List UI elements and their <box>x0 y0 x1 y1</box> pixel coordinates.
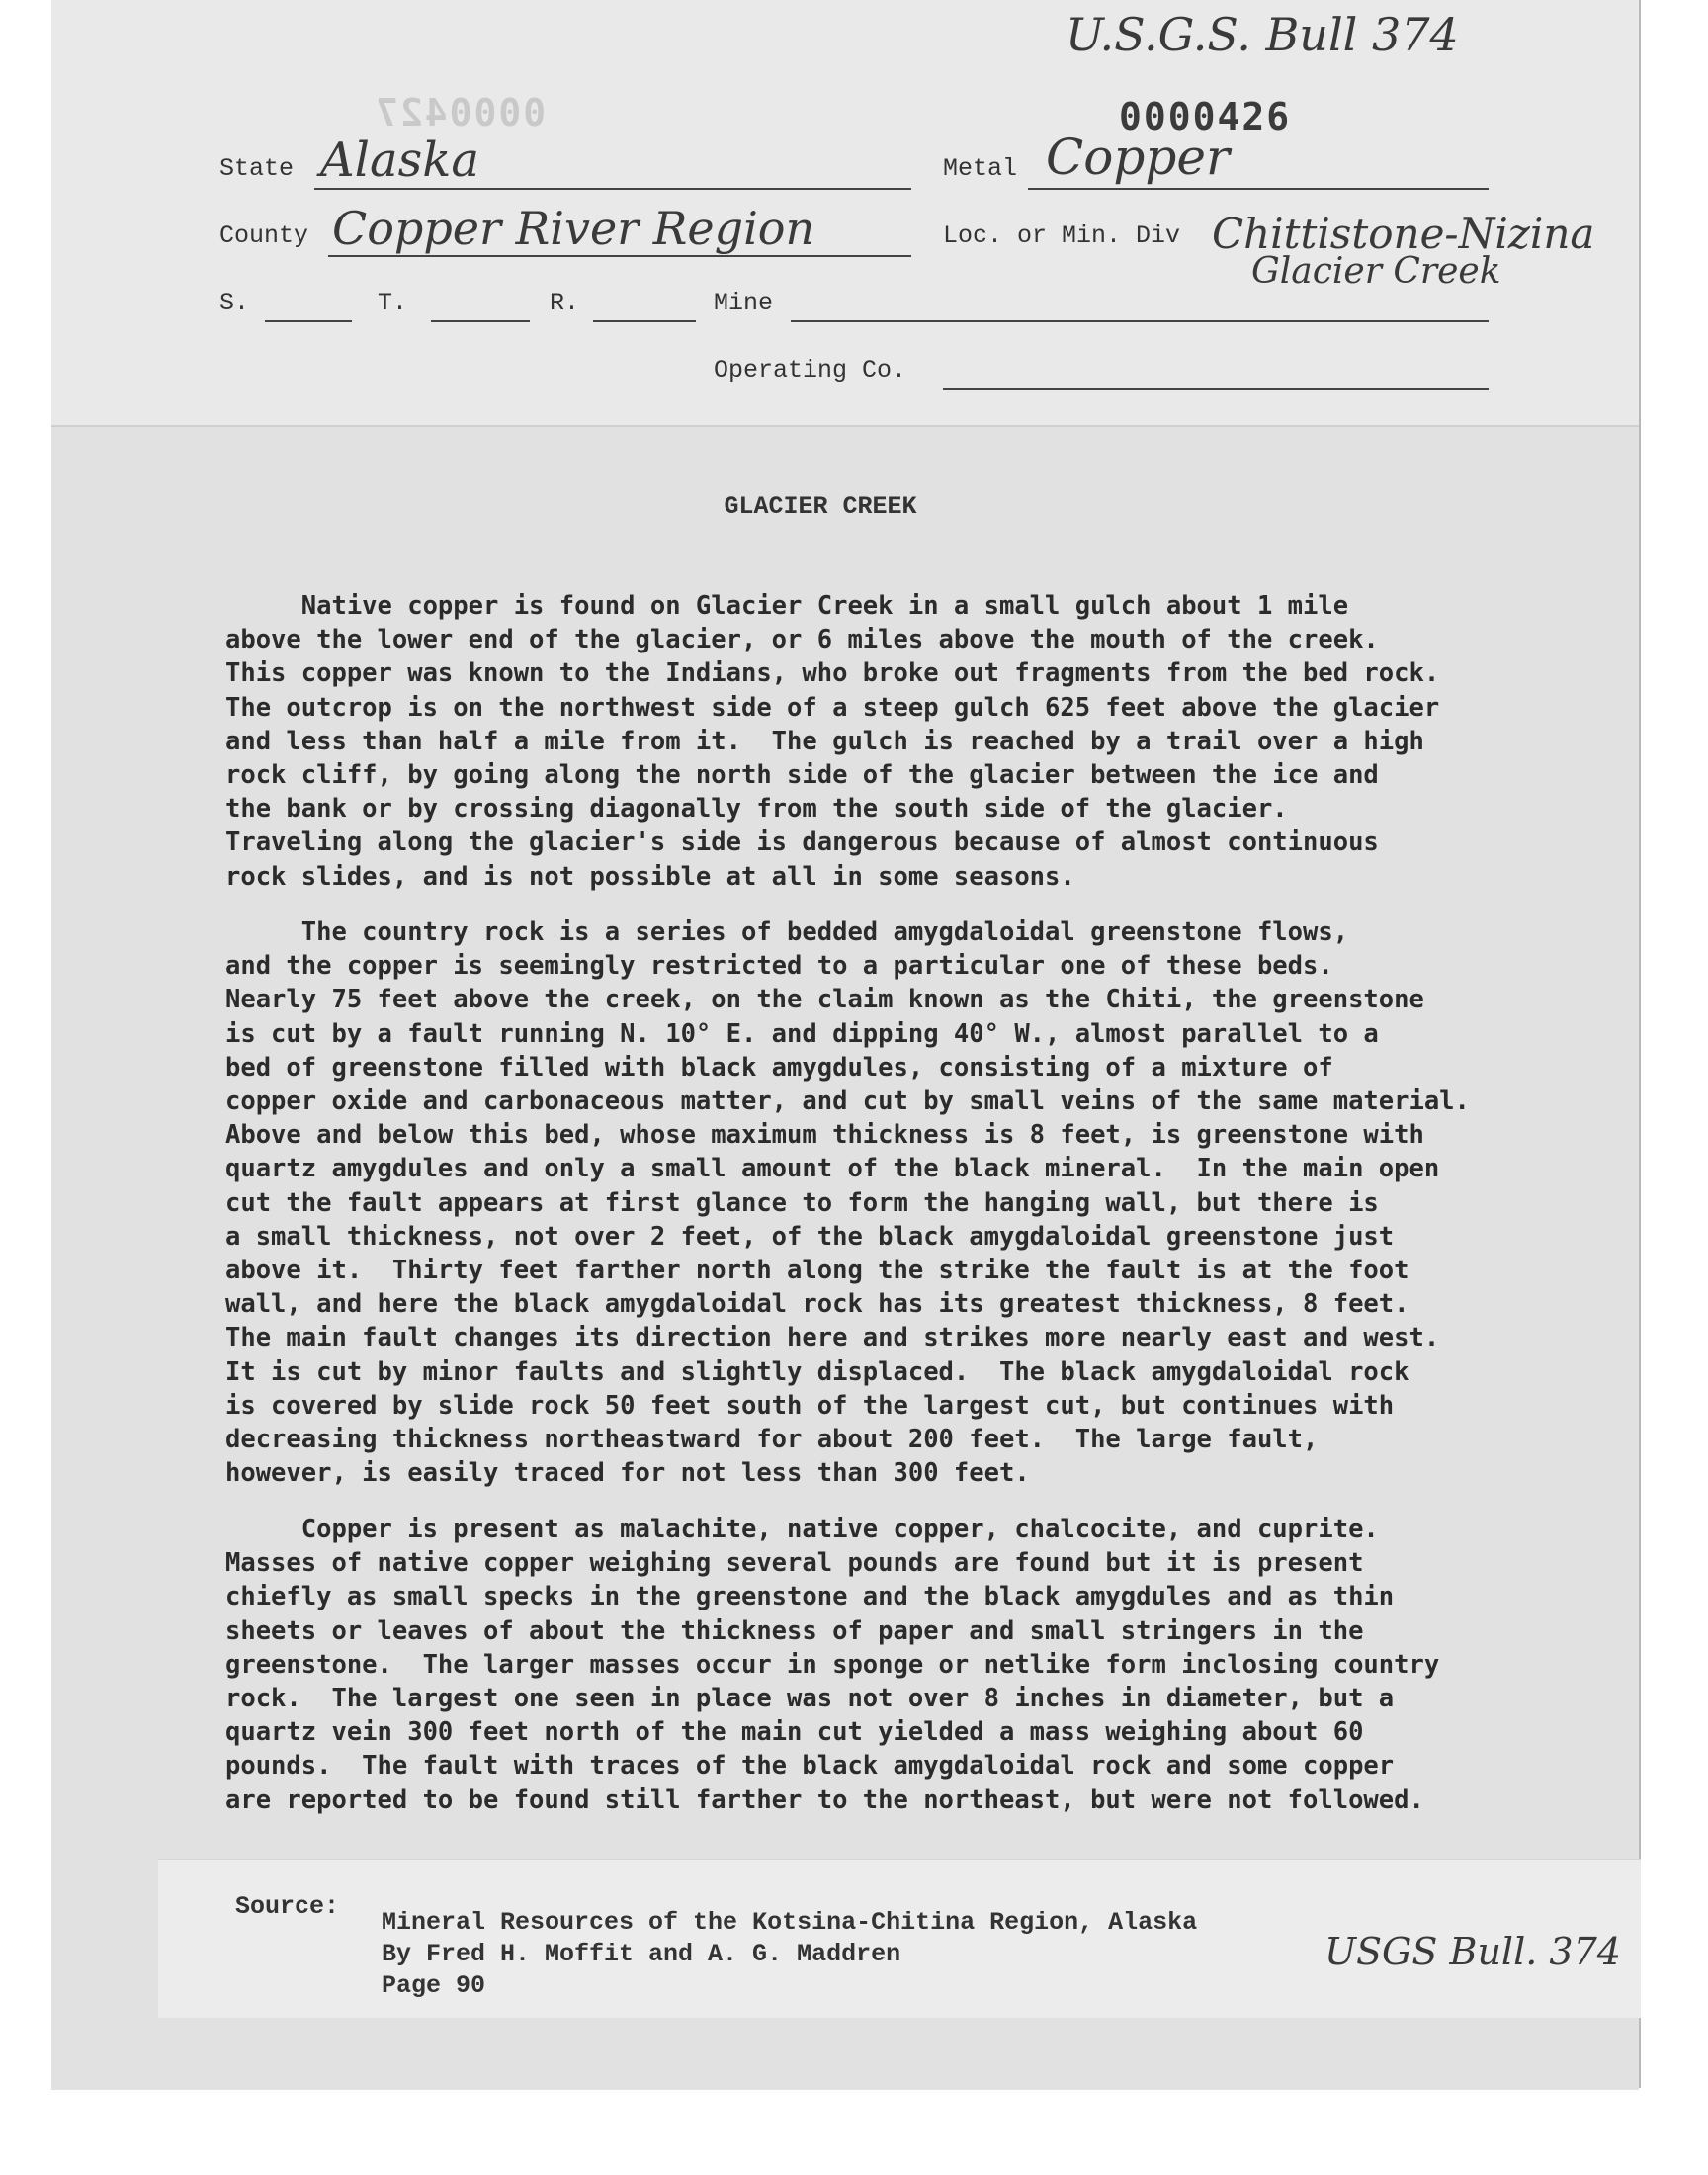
paragraph-line: The main fault changes its direction here and strikes more nearly east and west. <box>225 1323 1440 1353</box>
county-value: Copper River Region <box>332 202 815 255</box>
metal-value: Copper <box>1046 129 1230 186</box>
paragraph-line: pounds. The fault with traces of the black amygdaloidal rock and some copper <box>225 1751 1395 1782</box>
paragraph-line: cut the fault appears at first glance to form the hanging wall, but there is <box>225 1187 1379 1218</box>
paragraph-line: a small thickness, not over 2 feet, of the black amygdaloidal greenstone just <box>225 1221 1395 1252</box>
section-rule <box>265 320 352 322</box>
loc-label: Loc. or Min. Div <box>943 221 1181 250</box>
paragraph-line: above the lower end of the glacier, or 6 miles above the mouth of the creek. <box>225 625 1379 655</box>
paragraph-line: wall, and here the black amygdaloidal rock has its greatest thickness, 8 feet. <box>225 1289 1409 1320</box>
paragraph-line: The country rock is a series of bedded amygdaloidal greenstone flows, <box>225 917 1349 947</box>
source-page: Page 90 <box>382 1971 486 2000</box>
section-title: GLACIER CREEK <box>724 492 917 521</box>
source-label: Source: <box>235 1892 340 1921</box>
paragraph-line: Above and below this bed, whose maximum thickness is 8 feet, is greenstone with <box>225 1120 1424 1151</box>
paragraph-line: is covered by slide rock 50 feet south of the largest cut, but continues with <box>225 1390 1395 1421</box>
paragraph-line: Nearly 75 feet above the creek, on the claim known as the Chiti, the greenstone <box>225 985 1424 1015</box>
range-rule <box>593 320 696 322</box>
mine-rule <box>791 320 1489 322</box>
paragraph-line: quartz vein 300 feet north of the main cut yielded a mass weighing about 60 <box>225 1717 1364 1748</box>
operating-co-label: Operating Co. <box>714 356 907 385</box>
paragraph-line: rock cliff, by going along the north side of the glacier between the ice and <box>225 760 1379 791</box>
top-handwritten-note: U.S.G.S. Bull 374 <box>1066 8 1459 61</box>
source-handwritten-note: USGS Bull. 374 <box>1324 1930 1621 1973</box>
state-rule <box>314 188 911 190</box>
loc-value-line2: Glacier Creek <box>1251 251 1501 292</box>
section-label: S. <box>219 289 250 317</box>
paragraph-line: and less than half a mile from it. The gulch is reached by a trail over a high <box>225 726 1424 756</box>
paragraph-line: This copper was known to the Indians, who broke out fragments from the bed rock. <box>225 658 1440 689</box>
paragraph-line: copper oxide and carbonaceous matter, and cut by small veins of the same material. <box>225 1087 1470 1117</box>
paragraph-line: above it. Thirty feet farther north along the strike the fault is at the foot <box>225 1256 1409 1286</box>
paragraph-2 <box>225 915 1589 1490</box>
county-rule <box>328 255 911 257</box>
paragraph-line: It is cut by minor faults and slightly displaced. The black amygdaloidal rock <box>225 1356 1409 1387</box>
metal-rule <box>1028 188 1489 190</box>
paragraph-line: is cut by a fault running N. 10° E. and dipping 40° W., almost parallel to a <box>225 1018 1379 1049</box>
paragraph-1 <box>225 589 1589 894</box>
paragraph-line: decreasing thickness northeastward for about 200 feet. The large fault, <box>225 1425 1319 1455</box>
paragraph-line: The outcrop is on the northwest side of a steep gulch 625 feet above the glacier <box>225 692 1440 723</box>
paragraph-line: Copper is present as malachite, native copper, chalcocite, and cuprite. <box>225 1515 1379 1544</box>
paragraph-line: and the copper is seemingly restricted to a particular one of these beds. <box>225 951 1333 982</box>
operating-co-rule <box>943 388 1489 390</box>
stamp-number: 0000426 <box>1119 95 1292 138</box>
paragraph-line: greenstone. The larger masses occur in sponge or netlike form inclosing country <box>225 1649 1440 1680</box>
paragraph-line: the bank or by crossing diagonally from the south side of the glacier. <box>225 794 1288 825</box>
paragraph-3 <box>225 1513 1589 1817</box>
paragraph-line: quartz amygdules and only a small amount of the black mineral. In the main open <box>225 1154 1440 1184</box>
paragraph-line: rock. The largest one seen in place was not over 8 inches in diameter, but a <box>225 1684 1395 1714</box>
county-label: County <box>219 221 309 250</box>
source-authors: By Fred H. Moffit and A. G. Maddren <box>382 1940 901 1968</box>
paragraph-line: bed of greenstone filled with black amygdules, consisting of a mixture of <box>225 1052 1333 1083</box>
paragraph-line: Masses of native copper weighing several pounds are found but it is present <box>225 1548 1364 1579</box>
loc-value-line1: Chittistone-Nizina <box>1212 210 1595 258</box>
state-value: Alaska <box>320 132 479 188</box>
mine-label: Mine <box>714 289 774 317</box>
paragraph-line: however, is easily traced for not less than 300 feet. <box>225 1458 1030 1489</box>
paragraph-line: rock slides, and is not possible at all in some seasons. <box>225 861 1075 892</box>
paragraph-line: Traveling along the glacier's side is dangerous because of almost continuous <box>225 827 1379 858</box>
township-rule <box>431 320 530 322</box>
paragraph-line: chiefly as small specks in the greenstone and the black amygdules and as thin <box>225 1582 1395 1612</box>
range-label: R. <box>550 289 580 317</box>
paragraph-line: Native copper is found on Glacier Creek in a small gulch about 1 mile <box>225 591 1349 621</box>
source-title: Mineral Resources of the Kotsina-Chitina Region, Alaska <box>382 1908 1198 1937</box>
faint-stamp-number: 0000427 <box>374 91 547 134</box>
township-label: T. <box>378 289 408 317</box>
state-label: State <box>219 154 295 183</box>
paragraph-line: are reported to be found still farther to the northeast, but were not followed. <box>225 1784 1424 1815</box>
metal-label: Metal <box>943 154 1018 183</box>
paragraph-line: sheets or leaves of about the thickness of paper and small stringers in the <box>225 1615 1364 1646</box>
